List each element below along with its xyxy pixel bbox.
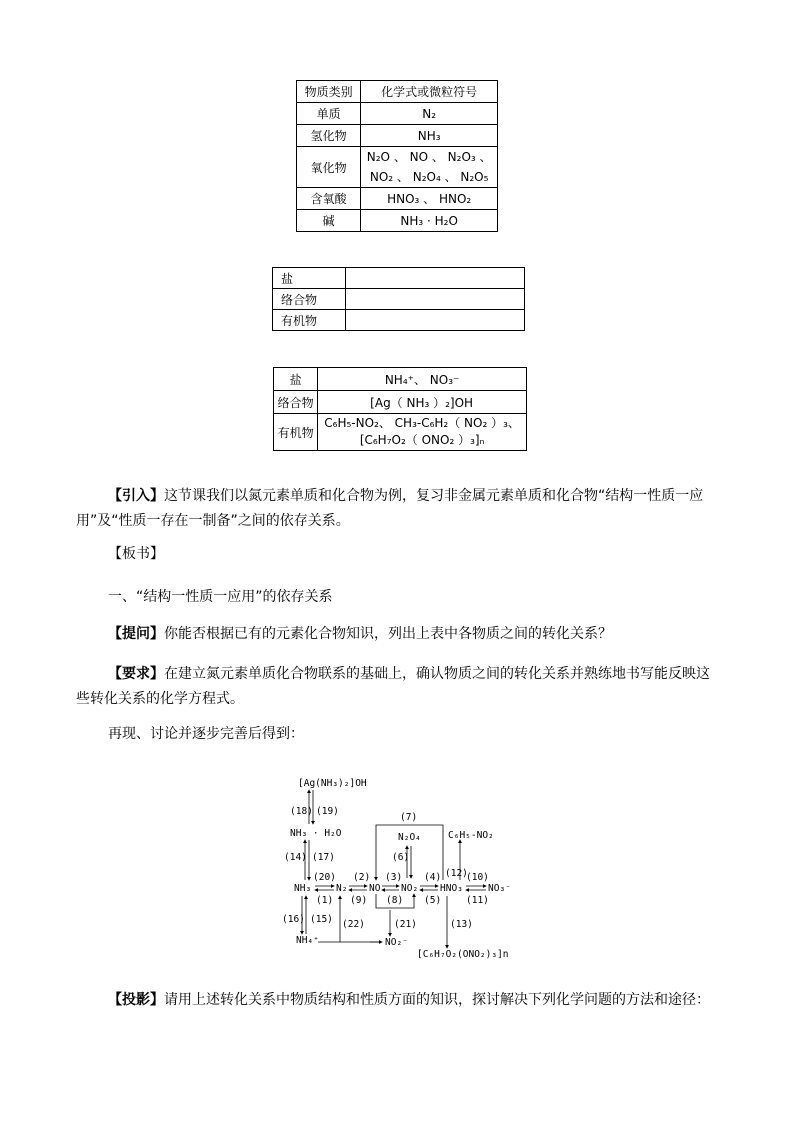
question-text: 你能否根据已有的元素化合物知识，列出上表中各物质之间的转化关系？	[164, 626, 612, 642]
projection-paragraph	[76, 988, 716, 1013]
table1-cell: 氢化物	[297, 125, 361, 147]
label-15: (15)	[310, 914, 333, 925]
table1-cell: N₂	[361, 103, 498, 125]
require-tag: 【要求】	[108, 666, 164, 682]
label-7: (7)	[400, 812, 418, 823]
table1-cell: HNO₃ 、 HNO₂	[361, 188, 498, 210]
table1-cell: NH₃	[361, 125, 498, 147]
label-18: (18)	[290, 806, 313, 817]
node-no3-ion: NO₃⁻	[488, 883, 511, 894]
label-12: (12)	[445, 868, 468, 879]
node-no: NO	[369, 883, 381, 894]
node-n2: N₂	[336, 883, 348, 894]
blank-table	[272, 267, 525, 331]
label-1: (1)	[316, 895, 334, 906]
label-11: (11)	[466, 895, 489, 906]
table3-cell: 络合物	[274, 391, 318, 414]
label-13: (13)	[450, 919, 473, 930]
label-2: (2)	[353, 872, 371, 883]
conversion-diagram	[280, 770, 530, 970]
label-5: (5)	[424, 895, 442, 906]
organic-line-2: [C₆H₇O₂（ ONO₂ ）₃]ₙ	[359, 433, 485, 447]
table1-cell-oxides	[361, 147, 498, 188]
table3-cell: NH₄⁺、 NO₃⁻	[318, 368, 527, 391]
table1-header-category: 物质类别	[297, 81, 361, 103]
label-8: (8)	[386, 895, 404, 906]
organic-line-1: C₆H₅-NO₂、 CH₃-C₆H₂（ NO₂ ）₃、	[324, 416, 520, 430]
label-4: (4)	[424, 872, 442, 883]
table1-cell: 单质	[297, 103, 361, 125]
label-10: (10)	[466, 872, 489, 883]
table2-cell: 络合物	[273, 289, 346, 310]
table2-cell: 盐	[273, 268, 346, 289]
label-9: (9)	[350, 895, 368, 906]
node-nh3-h2o: NH₃ · H₂O	[290, 828, 342, 839]
label-16: (16)	[282, 914, 305, 925]
table2-cell: 有机物	[273, 310, 346, 331]
discuss-paragraph: 再现、讨论并逐步完善后得到：	[108, 726, 304, 742]
label-21: (21)	[394, 919, 417, 930]
question-tag: 【提问】	[108, 626, 164, 642]
table3-cell: 有机物	[274, 414, 318, 451]
label-17: (17)	[312, 852, 335, 863]
table1-cell: NH₃ · H₂O	[361, 210, 498, 232]
projection-text: 请用上述转化关系中物质结构和性质方面的知识，探讨解决下列化学问题的方法和途径：	[164, 992, 710, 1008]
label-6: (6)	[392, 852, 410, 863]
label-3: (3)	[385, 872, 403, 883]
substance-table	[296, 80, 498, 232]
intro-text: 这节课我们以氮元素单质和化合物为例，复习非金属元素单质和化合物“结构一性质一应用”及“性质一存在一制备”之间的依存关系。	[76, 488, 704, 529]
node-hno3: HNO₃	[440, 883, 463, 894]
table3-cell-organic	[318, 414, 527, 451]
table1-cell: 氧化物	[297, 147, 361, 188]
table2-blank-cell	[346, 310, 525, 331]
board-tag: 【板书】	[108, 546, 164, 562]
intro-paragraph	[76, 484, 716, 534]
label-20: (20)	[313, 872, 336, 883]
node-cellulose-nitrate: [C₆H₇O₂(ONO₂)₃]n	[417, 949, 509, 960]
table3-cell: 盐	[274, 368, 318, 391]
label-14: (14)	[284, 852, 307, 863]
node-c6h5no2: C₆H₅-NO₂	[448, 830, 494, 841]
table2-blank-cell	[346, 268, 525, 289]
table1-cell: 碱	[297, 210, 361, 232]
label-19: (19)	[316, 806, 339, 817]
question-paragraph	[76, 622, 716, 647]
require-paragraph	[76, 662, 716, 712]
node-nh3: NH₃	[294, 883, 312, 894]
table3-cell: [Ag（ NH₃ ）₂]OH	[318, 391, 527, 414]
oxides-line-1: N₂O 、 NO 、 N₂O₃ 、	[366, 150, 492, 164]
filled-table	[273, 367, 527, 451]
node-nh4-ion: NH₄⁺	[296, 935, 319, 946]
intro-tag: 【引入】	[108, 488, 164, 504]
node-no2: NO₂	[401, 883, 419, 894]
oxides-line-2: NO₂ 、 N₂O₄ 、 N₂O₅	[369, 170, 489, 184]
label-22: (22)	[342, 919, 365, 930]
require-text: 在建立氮元素单质化合物联系的基础上，确认物质之间的转化关系并熟练地书写能反映这些转化关系的化学方程式。	[76, 666, 710, 707]
node-no2-ion: NO₂⁻	[385, 937, 408, 948]
section-heading: 一、“结构一性质一应用”的依存关系	[108, 589, 333, 605]
table1-header-formula: 化学式或微粒符号	[361, 81, 498, 103]
table1-cell: 含氧酸	[297, 188, 361, 210]
projection-tag: 【投影】	[108, 992, 164, 1008]
node-n2o4: N₂O₄	[398, 832, 421, 843]
node-ag-complex: [Ag(NH₃)₂]OH	[298, 778, 367, 789]
table2-blank-cell	[346, 289, 525, 310]
